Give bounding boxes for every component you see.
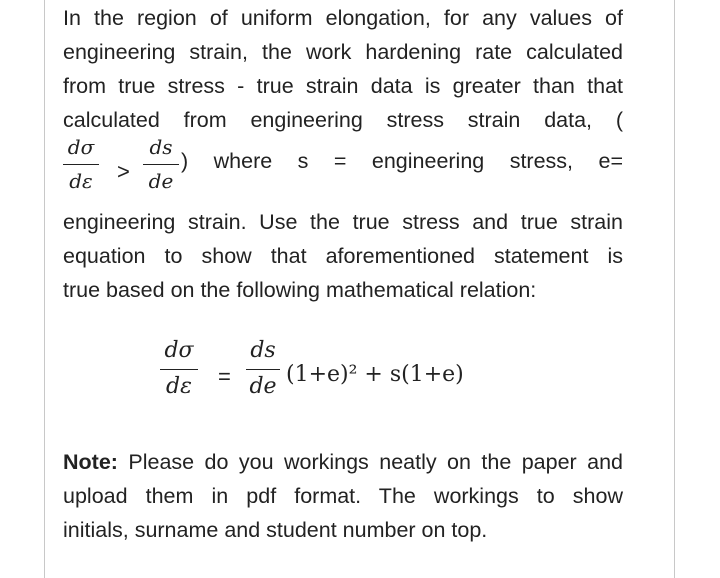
greater-than-sign: > [117, 159, 130, 184]
fraction-numerator: ds [250, 338, 276, 363]
fraction-denominator: dε [166, 374, 192, 399]
fraction-bar [160, 369, 198, 370]
question-paragraph [63, 1, 623, 137]
inline-fraction-true [63, 135, 99, 193]
question-paragraph-continued [63, 205, 623, 307]
inline-inequality [63, 135, 623, 211]
fraction-bar [143, 164, 179, 165]
note-paragraph [63, 445, 623, 547]
where-clause: ) where s = engineering stress, e= [181, 149, 623, 173]
lhs-fraction [160, 338, 198, 400]
equation-tail: (1+e)² + s(1+e) [286, 362, 464, 387]
fraction-numerator: dσ [67, 135, 95, 159]
note-text: Please do you workings neatly on the paper and [117, 450, 623, 474]
fraction-bar [63, 164, 99, 165]
paragraph-line: engineering strain. Use the true stress and true strain [63, 210, 623, 234]
fraction-numerator: dσ [164, 338, 194, 363]
paragraph-line: true based on the following mathematical relation: [63, 278, 537, 302]
note-line [63, 445, 623, 479]
fraction-denominator: dε [69, 169, 93, 193]
fraction-denominator: de [249, 374, 277, 399]
rhs-fraction [246, 338, 280, 400]
fraction-denominator: de [148, 169, 174, 193]
paragraph-line: In the region of uniform elongation, for any values of [63, 6, 623, 30]
fraction-numerator: ds [149, 135, 173, 159]
equals-sign: = [218, 364, 231, 389]
display-equation [160, 338, 560, 418]
paragraph-line: engineering strain, the work hardening rate calculated [63, 40, 623, 64]
inline-fraction-engineering [143, 135, 179, 193]
note-label: Note: [63, 450, 118, 474]
paragraph-line: calculated from engineering stress strain data, ( [63, 108, 623, 132]
paragraph-line: from true stress - true strain data is greater than that [63, 74, 623, 98]
fraction-bar [246, 369, 280, 370]
note-line: upload them in pdf format. The workings to show [63, 484, 623, 508]
note-line: initials, surname and student number on top. [63, 518, 488, 542]
paragraph-line: equation to show that aforementioned statement is [63, 244, 623, 268]
